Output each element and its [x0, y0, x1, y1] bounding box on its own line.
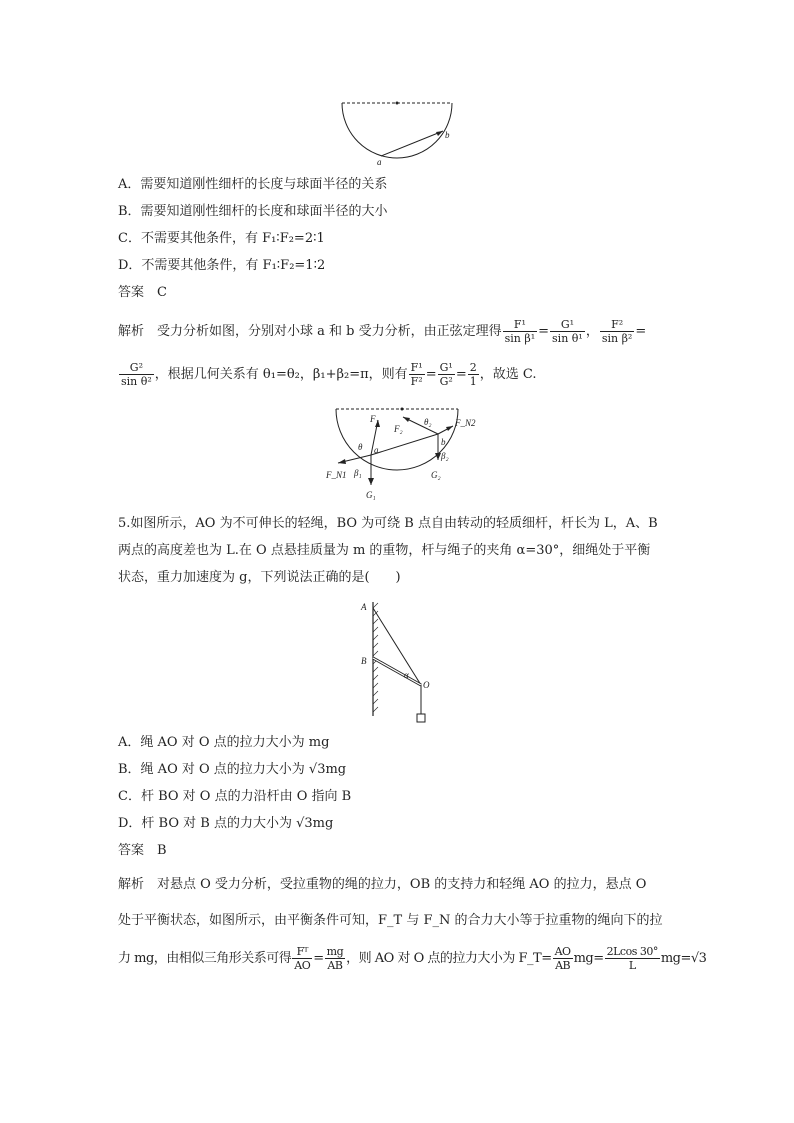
q4-analysis-line1: 解析 受力分析如图，分别对小球 a 和 b 受力分析，由正弦定理得 $\frac{\text{F¹}}{\text{sin β¹}}$ = $\frac{\text{G¹}}{\text{sin θ¹}}$ ， $\frac{\text{F²}}{\text{sin β²}}$ =	[118, 318, 647, 345]
analysis-text: 解析 受力分析如图，分别对小球 a 和 b 受力分析，由正弦定理得	[118, 324, 502, 339]
label-g1: G₁	[366, 490, 376, 500]
label-B: B	[361, 656, 367, 666]
label-f2: F₂	[394, 424, 403, 434]
fraction-f2: $\frac{\text{F²}}{\text{sin β²}}$	[601, 318, 633, 345]
fraction-mg: $\frac{mg}{AB}$	[326, 945, 344, 972]
fraction-f1: $\frac{\text{F¹}}{\text{sin β¹}}$	[504, 318, 536, 345]
fraction-ratio-v: $\frac{2}{1}$	[469, 361, 477, 388]
label-fn2: F_N2	[455, 418, 476, 428]
label-g2: G₂	[431, 470, 441, 480]
q4-answer: 答案 C	[118, 285, 167, 300]
label-alpha: α	[404, 670, 409, 680]
label-beta2: β₂	[441, 451, 449, 461]
analysis-text: 力 mg，由相似三角形关系可得	[118, 951, 292, 966]
figure-rod-rope	[355, 598, 435, 724]
label-O: O	[423, 680, 430, 690]
q4-option-b: B．需要知道刚性细杆的长度和球面半径的大小	[118, 204, 388, 219]
q5-option-a: A．绳 AO 对 O 点的拉力大小为 mg	[118, 735, 330, 750]
fraction-ft: $\frac{\text{Fᵀ}}{AO}$	[294, 945, 311, 972]
fraction-ratio-f: $\frac{\text{F¹}}{\text{F²}}$	[410, 361, 423, 388]
figure-hemisphere-rod	[330, 96, 460, 168]
q4-analysis-line2: $\frac{\text{G²}}{\text{sin θ²}}$ ，根据几何关系有 θ₁=θ₂，β₁+β₂=π，则有 $\frac{\text{F¹}}{\text{F²}}$ = $\frac{\text{G¹}}{\text{G²}}$ = $\frac{2}{1}$ ，故选 C.	[121, 361, 537, 388]
fraction-ratio-g: $\frac{\text{G¹}}{\text{G²}}$	[439, 361, 453, 388]
q5-stem-line1: 5.如图所示，AO 为不可伸长的轻绳，BO 为可绕 B 点自由转动的轻质细杆，杆长为 L，A、B	[118, 516, 658, 531]
q5-analysis-line1: 解析 对悬点 O 受力分析，受拉重物的绳的拉力，OB 的支持力和轻绳 AO 的拉力，悬点 O	[118, 877, 647, 892]
label-A: A	[361, 602, 367, 612]
label-fn1: F_N1	[326, 470, 347, 480]
label-theta: θ	[358, 442, 363, 452]
q4-option-a: A．需要知道刚性细杆的长度与球面半径的关系	[118, 177, 388, 192]
fraction-ao: $\frac{AO}{AB}$	[554, 945, 571, 972]
fraction-g2: $\frac{\text{G²}}{\text{sin θ²}}$	[121, 361, 152, 388]
label-a: a	[377, 157, 382, 167]
label-beta1: β₁	[354, 468, 362, 478]
label-b: b	[445, 130, 450, 140]
q4-option-c: C．不需要其他条件，有 F₁∶F₂=2∶1	[118, 231, 325, 246]
q5-option-c: C．杆 BO 对 O 点的力沿杆由 O 指向 B	[118, 789, 352, 804]
q5-stem-line3: 状态，重力加速度为 g，下列说法正确的是( )	[118, 570, 401, 585]
q4-option-d: D．不需要其他条件，有 F₁∶F₂=1∶2	[118, 258, 326, 273]
fraction-g1: $\frac{\text{G¹}}{\text{sin θ¹}}$	[552, 318, 583, 345]
q5-analysis-line2: 处于平衡状态，如图所示，由平衡条件可知，F_T 与 F_N 的合力大小等于拉重物的绳向下的拉	[118, 913, 663, 928]
q5-answer: 答案 B	[118, 843, 167, 858]
label-a: a	[374, 445, 379, 455]
q5-stem-line2: 两点的高度差也为 L.在 O 点悬挂质量为 m 的重物，杆与绳子的夹角 α=30°，细绳处于平衡	[118, 543, 651, 558]
fraction-cos: $\frac{2Lcos 30^\circ}{L}$	[606, 945, 658, 972]
figure-force-diagram	[318, 405, 478, 505]
q5-option-b: B．绳 AO 对 O 点的拉力大小为 √3mg	[118, 762, 347, 777]
q5-option-d: D．杆 BO 对 B 点的力大小为 √3mg	[118, 816, 334, 831]
label-b: b	[441, 437, 446, 447]
q5-analysis-line3: 力 mg，由相似三角形关系可得 $\frac{\text{Fᵀ}}{AO}$ = $\frac{mg}{AB}$ ，则 AO 对 O 点的拉力大小为 F_T= $\frac{AO}{AB}$ mg= $\frac{2Lcos 30^\circ}{L}$ mg=√3	[118, 945, 707, 972]
label-theta2: θ₂	[424, 417, 432, 427]
label-f1: F₁	[370, 414, 379, 424]
